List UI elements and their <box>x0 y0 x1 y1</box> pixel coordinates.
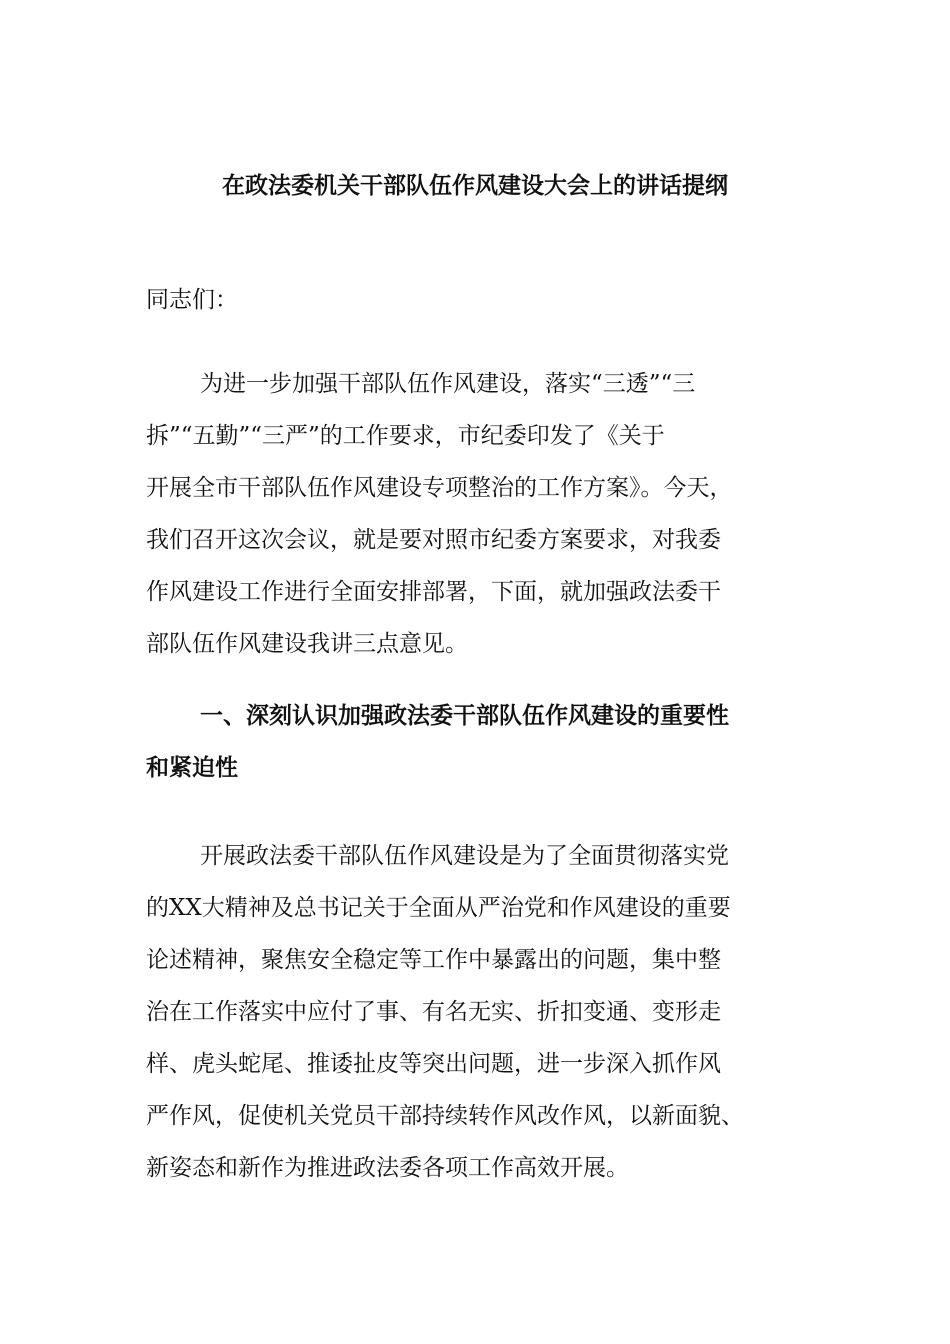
paragraph-line: 为进一步加强干部队伍作风建设，落实“三透”“三 <box>200 371 696 397</box>
paragraph-line: 论述精神，聚焦安全稳定等工作中暴露出的问题，集中整 <box>146 947 721 973</box>
heading-line: 一、深刻认识加强政法委干部队伍作风建设的重要性 <box>200 702 729 729</box>
paragraph-line: 严作风，促使机关党员干部持续转作风改作风，以新面貌、 <box>146 1103 744 1129</box>
paragraph-line: 拆”“五勤”“三严”的工作要求，市纪委印发了《关于 <box>146 423 665 449</box>
paragraph-line: 的XX大精神及总书记关于全面从严治党和作风建设的重要 <box>146 895 731 921</box>
section-paragraph <box>146 830 806 1194</box>
paragraph-line: 样、虎头蛇尾、推诿扯皮等突出问题，进一步深入抓作风 <box>146 1051 721 1077</box>
paragraph-line: 治在工作落实中应付了事、有名无实、折扣变通、变形走 <box>146 999 721 1025</box>
heading-line: 和紧迫性 <box>146 754 238 781</box>
paragraph-line: 新姿态和新作为推进政法委各项工作高效开展。 <box>146 1155 629 1181</box>
section-heading <box>146 690 806 794</box>
paragraph-line: 部队伍作风建设我讲三点意见。 <box>146 631 468 657</box>
intro-paragraph <box>146 358 806 670</box>
paragraph-line: 开展全市干部队伍作风建设专项整治的工作方案》。今天， <box>146 475 733 501</box>
paragraph-line: 我们召开这次会议，就是要对照市纪委方案要求，对我委 <box>146 527 721 553</box>
paragraph-line: 开展政法委干部队伍作风建设是为了全面贯彻落实党 <box>200 843 729 869</box>
salutation: 同志们： <box>146 287 238 313</box>
paragraph-line: 作风建设工作进行全面安排部署，下面，就加强政法委干 <box>146 579 721 605</box>
document-title: 在政法委机关干部队伍作风建设大会上的讲话提纲 <box>222 172 728 199</box>
